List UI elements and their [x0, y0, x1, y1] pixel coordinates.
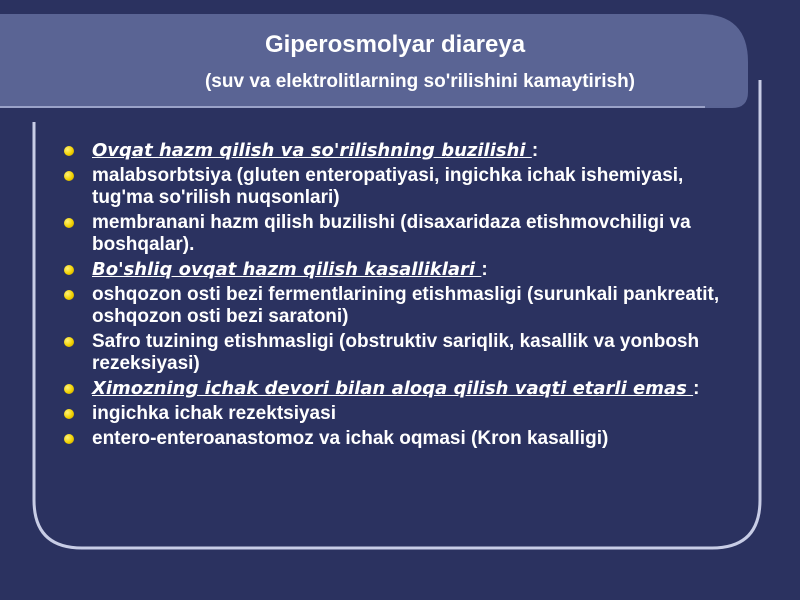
bullet-heading-suffix: : [481, 259, 488, 280]
bullet-dot-icon [64, 265, 74, 275]
bullet-item [62, 403, 742, 425]
bullet-heading-text: Bo'shliq ovqat hazm qilish kasalliklari [92, 259, 482, 280]
bullet-text: oshqozon osti bezi fermentlarining etishmasligi (surunkali pankreatit, oshqozon osti bezi saratoni) [92, 284, 720, 327]
bullet-dot-icon [64, 337, 74, 347]
bullet-list [62, 140, 742, 453]
bullet-text: malabsorbtsiya (gluten enteropatiyasi, ingichka ichak ishemiyasi, tug'ma so'rilish nuqsonlari) [92, 165, 684, 208]
bullet-dot-icon [64, 171, 74, 181]
bullet-heading [62, 378, 742, 400]
bullet-item [62, 331, 742, 375]
bullet-dot-icon [64, 290, 74, 300]
bullet-text: Safro tuzining etishmasligi (obstruktiv sariqlik, kasallik va yonbosh rezeksiyasi) [92, 331, 700, 374]
bullet-dot-icon [64, 218, 74, 228]
bullet-heading-text: Ovqat hazm qilish va so'rilishning buzilishi [92, 140, 532, 161]
bullet-item [62, 428, 742, 450]
title-area [40, 30, 750, 94]
bullet-dot-icon [64, 384, 74, 394]
bullet-text: membranani hazm qilish buzilishi (disaxaridaza etishmovchiligi va boshqalar). [92, 212, 691, 255]
bullet-text: ingichka ichak rezektsiyasi [92, 403, 336, 424]
bullet-heading [62, 259, 742, 281]
bullet-text: entero-enteroanastomoz va ichak oqmasi (Kron kasalligi) [92, 428, 609, 449]
bullet-item [62, 165, 742, 209]
bullet-item [62, 284, 742, 328]
bullet-dot-icon [64, 409, 74, 419]
slide-subtitle: (suv va elektrolitlarning so'rilishini kamaytirish) [204, 71, 636, 92]
bullet-item [62, 212, 742, 256]
slide-title: Giperosmolyar diareya [264, 31, 526, 58]
bullet-heading [62, 140, 742, 162]
bullet-dot-icon [64, 434, 74, 444]
bullet-dot-icon [64, 146, 74, 156]
bullet-heading-suffix: : [531, 140, 539, 161]
bullet-heading-text: Ximozning ichak devori bilan aloqa qilish vaqti etarli emas [92, 378, 694, 399]
bullet-heading-suffix: : [693, 378, 700, 399]
